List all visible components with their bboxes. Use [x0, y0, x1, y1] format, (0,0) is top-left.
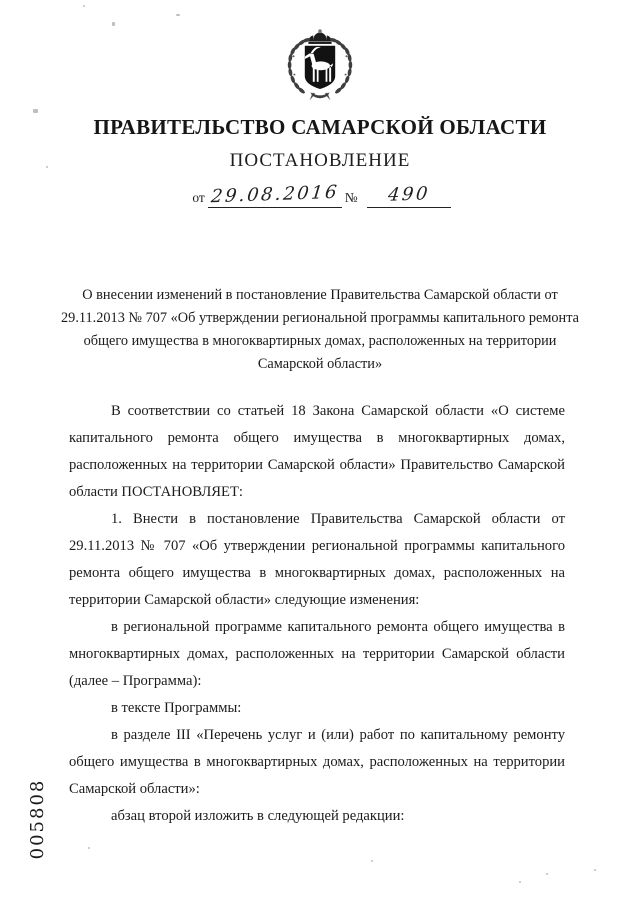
date-number-line: [0, 183, 640, 208]
registration-stamp-number: 005808: [27, 778, 48, 860]
handwritten-date: 29.08.2016: [209, 181, 340, 208]
date-blank: [208, 183, 342, 208]
document-type-title: ПОСТАНОВЛЕНИЕ: [229, 150, 411, 171]
scan-speck: [112, 22, 115, 26]
document-subject: О внесении изменений в постановление Правительства Самарской области от 29.11.2013 № 707 «Об утверждении региональной программы капитального ремонта общего имущества в многоквартирных домах, расположенных на территории Самарской области»: [61, 287, 579, 372]
scan-speck: [33, 109, 38, 113]
body-paragraph: в тексте Программы:: [111, 700, 242, 716]
scan-speck: [176, 14, 180, 16]
body-paragraph: В соответствии со статьей 18 Закона Самарской области «О системе капитального ремонта общего имущества в многоквартирных домах, расположенных на территории Самарской области» Правительство Самарской области ПОСТАНОВЛЯЕТ:: [69, 403, 565, 500]
number-label: №: [344, 190, 358, 205]
scan-speck: [519, 881, 521, 883]
scan-speck: [46, 166, 48, 168]
org-name-title: ПРАВИТЕЛЬСТВО САМАРСКОЙ ОБЛАСТИ: [93, 115, 547, 139]
scan-speck: [371, 860, 373, 862]
scan-speck: [88, 847, 90, 849]
number-blank: [367, 183, 451, 208]
samara-coat-of-arms-icon: [280, 28, 360, 118]
body-paragraph: в региональной программе капитального ремонта общего имущества в многоквартирных домах, расположенных на территории Самарской области (далее – Программа):: [69, 619, 565, 689]
body-paragraph: абзац второй изложить в следующей редакции:: [111, 808, 405, 824]
scan-speck: [594, 869, 596, 871]
handwritten-number: 490: [386, 183, 431, 206]
document-body: [69, 398, 565, 830]
crown-icon: [308, 30, 331, 44]
scan-speck: [546, 873, 548, 875]
body-paragraph: в разделе III «Перечень услуг и (или) работ по капитальному ремонту общего имущества в многоквартирных домах, расположенных на территории Самарской области»:: [69, 727, 565, 797]
body-paragraph: 1. Внести в постановление Правительства Самарской области от 29.11.2013 № 707 «Об утверждении региональной программы капитального ремонта общего имущества в многоквартирных домах, расположенных на территории Самарской области» следующие изменения:: [69, 511, 565, 608]
scan-speck: [83, 5, 85, 7]
date-label: от: [192, 190, 205, 205]
